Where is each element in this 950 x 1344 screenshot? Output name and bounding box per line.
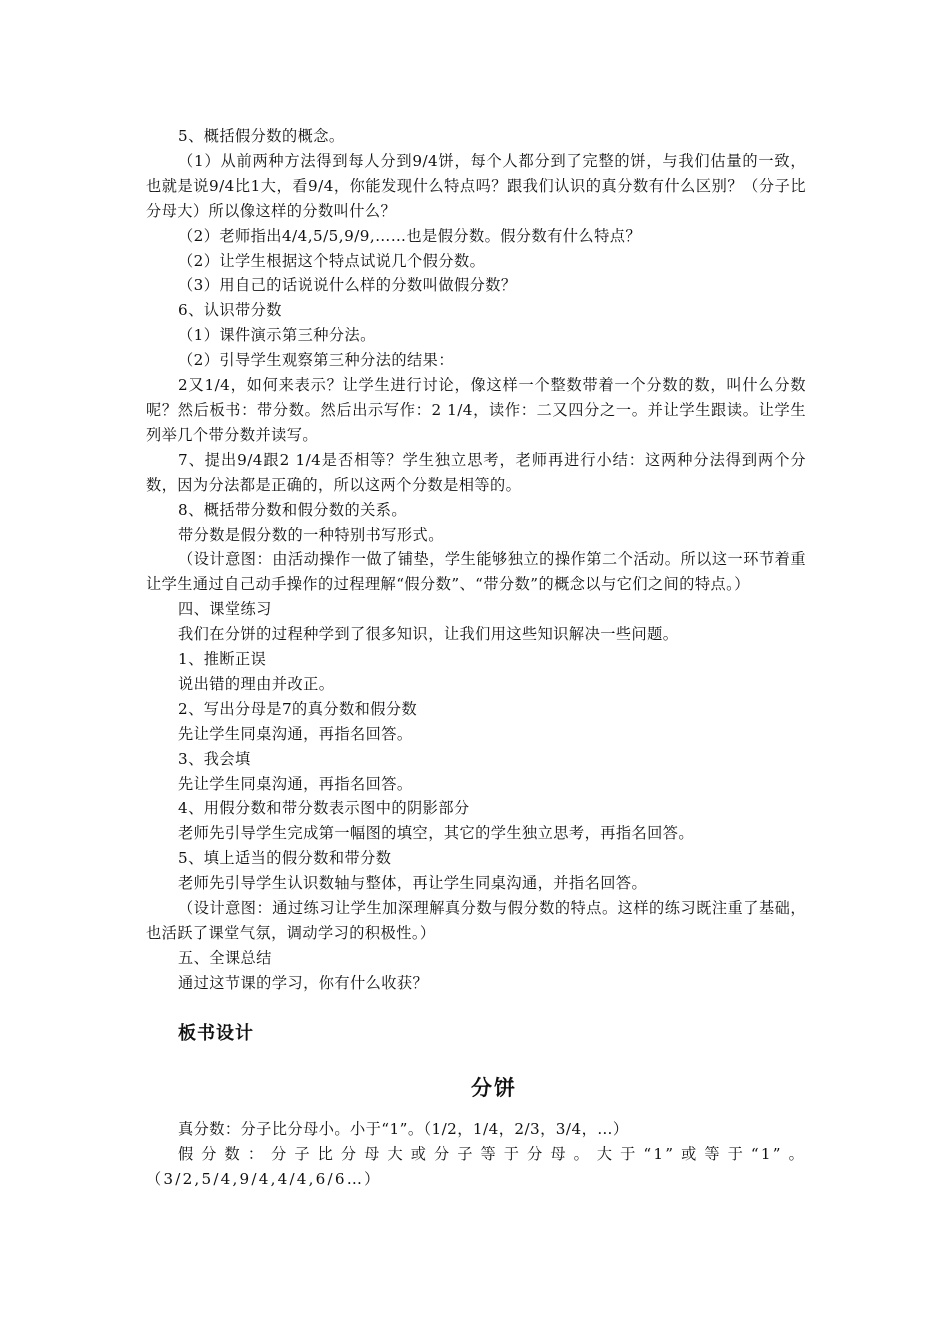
paragraph: （2）让学生根据这个特点试说几个假分数。 [178, 251, 486, 270]
exercise-1-title: 1、推断正误 [178, 650, 267, 669]
section-7-paragraph: 7、提出9/4跟2 1/4是否相等？学生独立思考，老师再进行小结：这两种分法得到两个分数，因为分法都是正确的，所以这两个分数是相等的。 [146, 450, 806, 494]
exercise-4-title: 4、用假分数和带分数表示图中的阴影部分 [178, 799, 470, 818]
section-8-title: 8、概括带分数和假分数的关系。 [178, 500, 408, 519]
paragraph: （3）用自己的话说说什么样的分数叫做假分数？ [178, 276, 517, 295]
section-5-summary-title: 五、全课总结 [178, 948, 272, 967]
exercise-5-title: 5、填上适当的假分数和带分数 [178, 849, 392, 868]
exercise-2-title: 2、写出分母是7的真分数和假分数 [178, 699, 418, 718]
paragraph: 我们在分饼的过程种学到了很多知识，让我们用这些知识解决一些问题。 [178, 625, 679, 644]
paragraph: 说出错的理由并改正。 [178, 674, 335, 693]
paragraph: 带分数是假分数的一种特别书写形式。 [178, 525, 444, 544]
paragraph: 先让学生同桌沟通，再指名回答。 [178, 774, 413, 793]
paragraph: （1）从前两种方法得到每人分到9/4饼，每个人都分到了完整的饼，与我们估量的一致，也就是说9/4比1大，看9/4，你能发现什么特点吗？跟我们认识的真分数有什么区别？（分子比分母大）所以像这样的分数叫什么？ [146, 151, 806, 220]
document-page [146, 124, 806, 1191]
proper-fraction-definition: 真分数：分子比分母小。小于“1”。（1/2，1/4，2/3，3/4，…） [178, 1119, 629, 1138]
section-4-title: 四、课堂练习 [178, 600, 272, 619]
exercise-3-title: 3、我会填 [178, 749, 251, 768]
improper-fraction-definition: 假分数：分子比分母大或分子等于分母。大于“1”或等于“1”。（3/2,5/4,9/4,4/4,6/6…） [146, 1144, 806, 1188]
section-5-title: 5、概括假分数的概念。 [178, 127, 345, 145]
paragraph: 先让学生同桌沟通，再指名回答。 [178, 724, 413, 743]
paragraph: 老师先引导学生完成第一幅图的填空，其它的学生独立思考，再指名回答。 [178, 824, 695, 843]
design-intent-note: （设计意图：通过练习让学生加深理解真分数与假分数的特点。这样的练习既注重了基础，也活跃了课堂气氛，调动学习的积极性。） [146, 899, 806, 942]
board-title: 分饼 [471, 1075, 517, 1100]
section-6-title: 6、认识带分数 [178, 301, 282, 320]
paragraph: （2）引导学生观察第三种分法的结果： [178, 351, 454, 370]
paragraph: 2又1/4，如何来表示？让学生进行讨论，像这样一个整数带着一个分数的数，叫什么分数呢？然后板书：带分数。然后出示写作：2 1/4，读作：二又四分之一。并让学生跟读。让学生列举几个带分数并读写。 [146, 376, 806, 444]
paragraph: （2）老师指出4/4,5/5,9/9,……也是假分数。假分数有什么特点？ [178, 226, 641, 245]
paragraph: 通过这节课的学习，你有什么收获？ [178, 973, 429, 992]
paragraph: （1）课件演示第三种分法。 [178, 326, 376, 345]
paragraph: 老师先引导学生认识数轴与整体，再让学生同桌沟通，并指名回答。 [178, 874, 648, 893]
board-design-heading: 板书设计 [178, 1022, 254, 1044]
design-intent-note: （设计意图：由活动操作一做了铺垫，学生能够独立的操作第二个活动。所以这一环节着重让学生通过自己动手操作的过程理解“假分数”、“带分数”的概念以与它们之间的特点。） [146, 550, 806, 594]
